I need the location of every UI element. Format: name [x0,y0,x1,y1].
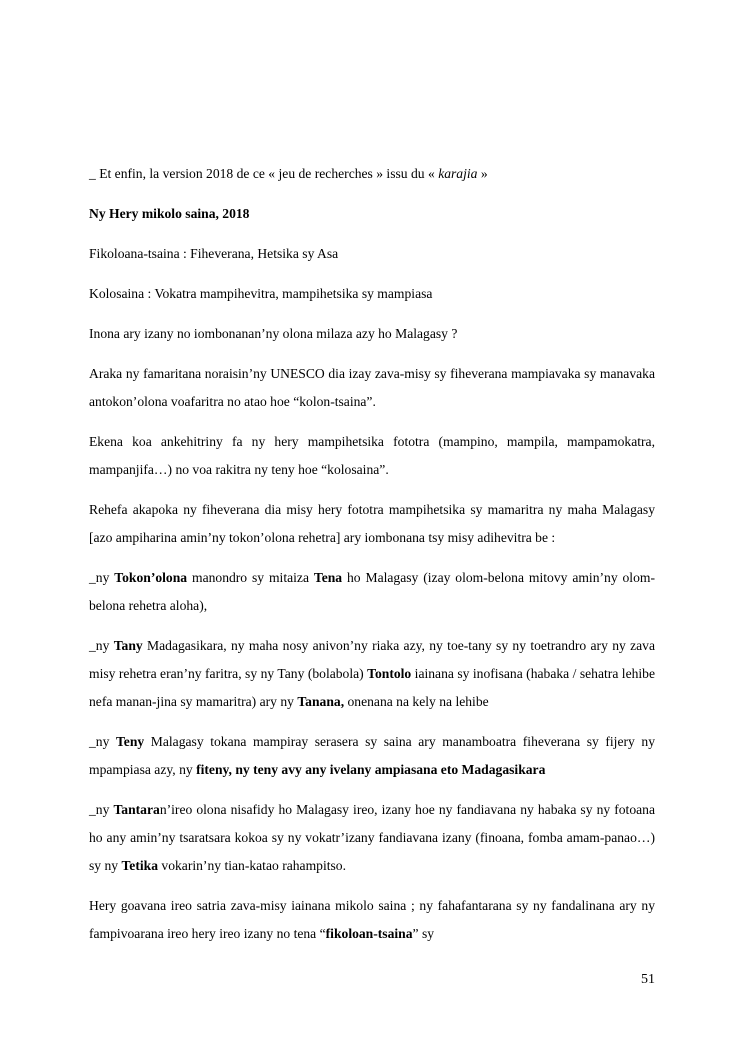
section-heading [89,200,655,228]
bold-term: fikoloan-tsaina [325,926,413,941]
bold-term: Tetika [121,858,158,873]
paragraph-text: onenana na kely na lehibe [344,694,489,709]
intro-prefix: _ Et enfin, la version 2018 de ce « jeu de recherches » issu du « [89,166,439,181]
bold-term: Tantara [113,802,160,817]
paragraph-tantara [89,796,655,880]
bullet-prefix: _ny [89,570,115,585]
paragraph-text: Hery goavana ireo satria zava-misy iainana mikolo saina ; ny fahafantarana sy ny fandalinana ary ny fampivoarana ireo hery ireo izany no tena “ [89,898,655,941]
paragraph-rehefa: Rehefa akapoka ny fiheverana dia misy hery fototra mampihetsika sy mamaritra ny maha Malagasy [azo ampiharina amin’ny tokon’olona rehetra] ary iombonana tsy misy adihevitra be : [89,502,655,545]
paragraph-text: n’ireo olona nisafidy ho Malagasy ireo, izany hoe ny fandiavana ny habaka sy ny fotoana ho any amin’ny tsaratsara kokoa sy ny vokatr’izany fandiavana izany (finoana, fomba amam-panao…) sy ny [89,802,655,873]
page-number: 51 [641,972,655,987]
bullet-prefix: _ny [89,802,114,817]
paragraph-text: ho Malagasy (izay olom-belona mitovy amin’ny olom-belona rehetra aloha), [89,570,655,613]
bold-term: Tanana, [297,694,345,709]
paragraph-text: ” sy [412,926,435,941]
bullet-prefix: _ny [89,638,114,653]
paragraph-tany [89,632,655,716]
bold-term: Tokon’olona [114,570,188,585]
paragraph-text: Madagasikara, ny maha nosy anivon’ny riaka azy, ny toe-tany sy ny toetrandro ary ny zava misy rehetra eran’ny faritra, sy ny Tany (bolabola) [89,638,656,681]
bold-term: Teny [115,734,145,749]
paragraph-fikoloana: Fikoloana-tsaina : Fiheverana, Hetsika sy Asa [89,246,339,261]
intro-term: karajia [438,166,478,181]
intro-suffix: » [477,166,488,181]
paragraph-text: vokarin’ny tian-katao rahampitso. [158,858,346,873]
bold-term: fiteny, ny teny avy any ivelany ampiasana eto Madagasikara [196,762,546,777]
bullet-prefix: _ny [89,734,116,749]
paragraph-hery [89,892,655,948]
intro-paragraph [89,160,655,188]
paragraph-question: Inona ary izany no iombonanan’ny olona milaza azy ho Malagasy ? [89,326,458,341]
page-body [89,160,655,948]
bold-term: Tontolo [367,666,412,681]
paragraph-text: Malagasy tokana mampiray serasera sy saina ary manamboatra fiheverana sy fijery ny mpampiasa azy, ny [89,734,655,777]
paragraph-text: iainana sy inofisana (habaka / sehatra lehibe nefa manan-jina sy mamaritra) ary ny [89,666,656,709]
paragraph-text: manondro sy mitaiza [187,570,314,585]
heading-text: Ny Hery mikolo saina, 2018 [89,206,250,221]
paragraph-unesco: Araka ny famaritana noraisin’ny UNESCO dia izay zava-misy sy fiheverana mampiavaka sy manavaka antokon’olona voafaritra no atao hoe “kolon-tsaina”. [89,366,655,409]
paragraph-tokon-olona [89,564,655,620]
bold-term: Tena [313,570,343,585]
paragraph-ekena: Ekena koa ankehitriny fa ny hery mampihetsika fototra (mampino, mampila, mampamokatra, mampanjifa…) no voa rakitra ny teny hoe “kolosaina”. [89,434,655,477]
paragraph-teny [89,728,655,784]
paragraph-kolosaina: Kolosaina : Vokatra mampihevitra, mampihetsika sy mampiasa [89,286,433,301]
bold-term: Tany [113,638,143,653]
